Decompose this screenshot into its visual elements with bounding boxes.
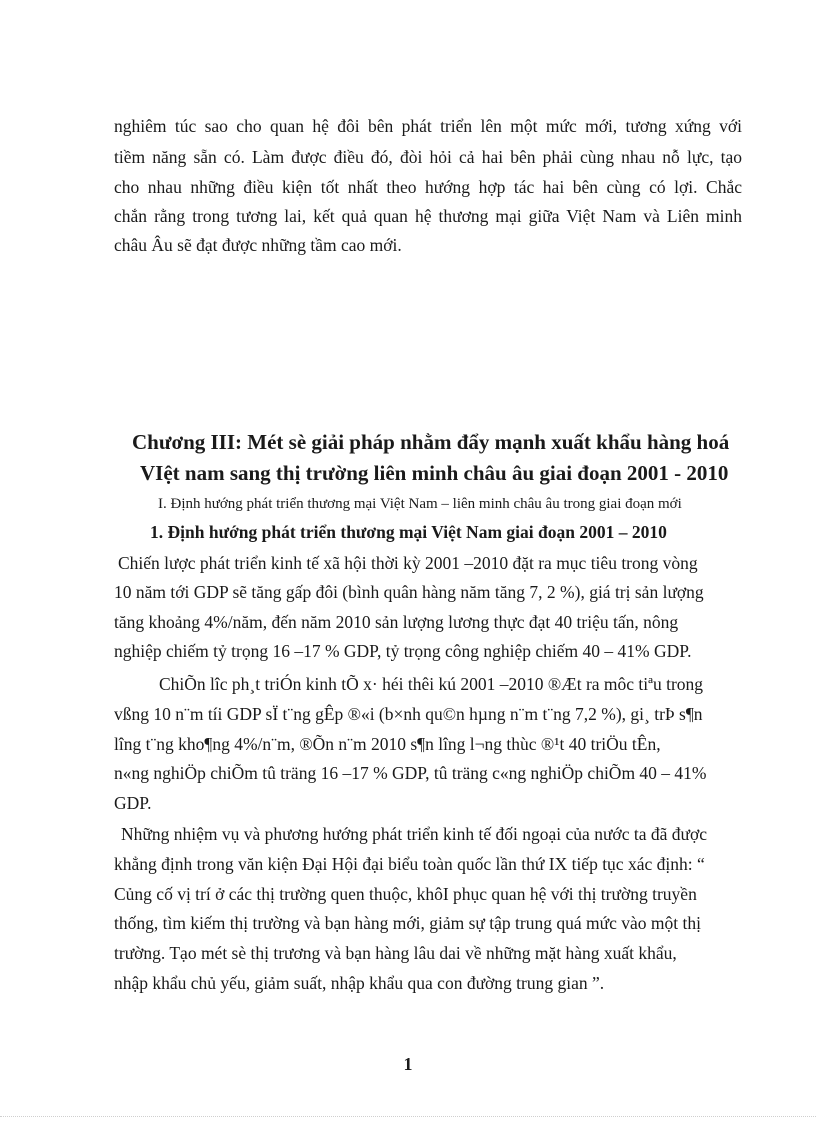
text-line: ChiÕn lîc ph¸t triÓn kinh tÕ x· héi thêi kú 2001 –2010 ®Æt ra môc tiªu trong bbox=[159, 674, 704, 694]
text-line: Củng cố vị trí ở các thị trường quen thuộc, khôI phục quan hệ với thị trường truyền bbox=[114, 884, 697, 904]
text-line: lîng t¨ng kho¶ng 4%/n¨m, ®Õn n¨m 2010 s¶n lîng l¬ng thùc ®¹t 40 triÖu tÊn, bbox=[114, 734, 661, 754]
text-line: chắn rằng trong tương lai, kết quả quan hệ thương mại giữa Việt Nam và Liên minh bbox=[114, 206, 742, 226]
page-bottom-divider bbox=[0, 1116, 816, 1117]
text-line: GDP. bbox=[114, 793, 152, 813]
text-line: châu Âu sẽ đạt được những tầm cao mới. bbox=[114, 235, 402, 255]
page-number: 1 bbox=[403, 1054, 413, 1074]
text-line: khẳng định trong văn kiện Đại Hội đại biểu toàn quốc lần thứ IX tiếp tục xác định: “ bbox=[114, 854, 705, 874]
text-line: Chiến lược phát triển kinh tế xã hội thời kỳ 2001 –2010 đặt ra mục tiêu trong vòng bbox=[118, 553, 698, 573]
chapter-title-line-1: Chương III: Mét sè giải pháp nhằm đẩy mạnh xuất khẩu hàng hoá bbox=[132, 430, 730, 454]
text-line: thống, tìm kiếm thị trường và bạn hàng mới, giảm sự tập trung quá mức vào một thị bbox=[114, 913, 701, 933]
text-line: n«ng nghiÖp chiÕm tû träng 16 –17 % GDP, tû träng c«ng nghiÖp chiÕm 40 – 41% bbox=[114, 763, 707, 783]
text-line: Những nhiệm vụ và phương hướng phát triển kinh tế đối ngoại của nước ta đã được bbox=[121, 824, 707, 844]
subsection-heading: 1. Định hướng phát triển thương mại Việt Nam giai đoạn 2001 – 2010 bbox=[150, 522, 667, 542]
text-line: nghiệp chiếm tỷ trọng 16 –17 % GDP, tỷ trọng công nghiệp chiếm 40 – 41% GDP. bbox=[114, 641, 692, 661]
text-line: 10 năm tới GDP sẽ tăng gấp đôi (bình quân hàng năm tăng 7, 2 %), giá trị sản lượng bbox=[114, 582, 704, 602]
text-line: tăng khoảng 4%/năm, đến năm 2010 sản lượng lương thực đạt 40 triệu tấn, nông bbox=[114, 612, 679, 632]
text-line: nghiêm túc sao cho quan hệ đôi bên phát triển lên một mức mới, tương xứng với bbox=[114, 116, 742, 136]
text-line: nhập khẩu chủ yếu, giảm suất, nhập khẩu qua con đường trung gian ”. bbox=[114, 973, 605, 993]
text-line: tiềm năng sẵn có. Làm được điều đó, đòi hỏi cả hai bên phải cùng nhau nỗ lực, tạo bbox=[114, 147, 742, 167]
text-line: vßng 10 n¨m tíi GDP sÏ t¨ng gÊp ®«i (b×nh qu©n hµng n¨m t¨ng 7,2 %), gi¸ trÞ s¶n bbox=[114, 704, 703, 724]
text-line: cho nhau những điều kiện tốt nhất theo hướng hợp tác hai bên cùng có lợi. Chắc bbox=[114, 177, 742, 197]
section-heading: I. Định hướng phát triển thương mại Việt Nam – liên minh châu âu trong giai đoạn mới bbox=[158, 496, 682, 512]
text-line: trường. Tạo mét sè thị trương và bạn hàng lâu dai về những mặt hàng xuất khẩu, bbox=[114, 943, 677, 963]
chapter-title-line-2: VIệt nam sang thị trường liên minh châu âu giai đoạn 2001 - 2010 bbox=[140, 461, 729, 485]
